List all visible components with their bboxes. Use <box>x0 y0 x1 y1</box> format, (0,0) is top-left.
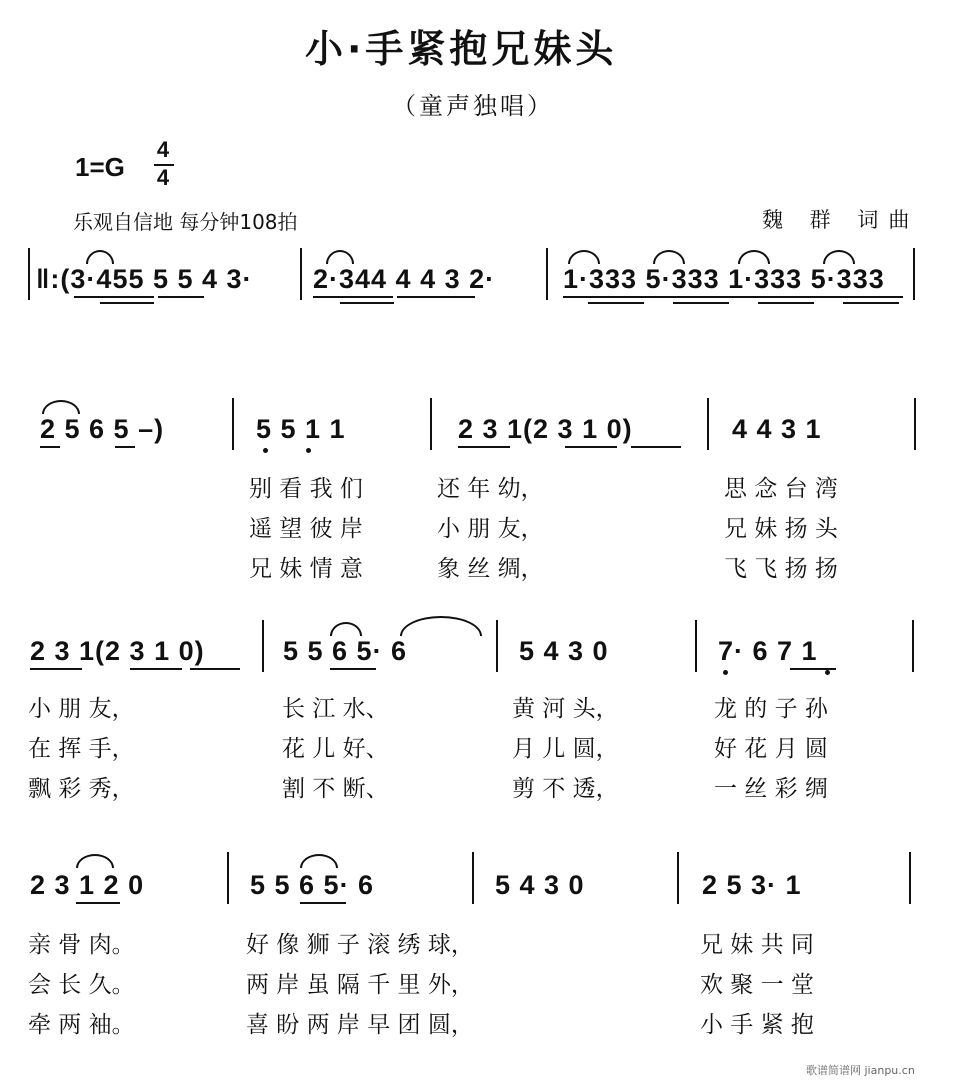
slur <box>330 622 362 636</box>
lyric-line: 割 不 断、 <box>282 776 389 802</box>
lyric-line: 会 长 久。 <box>28 972 135 998</box>
lyric-line: 小 朋 友， <box>437 516 544 542</box>
lyric-line: 长 江 水、 <box>282 696 389 722</box>
measure-14: 5 4 3 0 <box>495 870 585 900</box>
slur <box>42 400 80 414</box>
lyric-line: 好 像 狮 子 滚 绣 球， <box>246 932 474 958</box>
lyric-line: 小 朋 友， <box>28 696 135 722</box>
slur <box>76 854 114 868</box>
measure-8: 2 3 1(2 3 1 0) <box>30 636 205 666</box>
lyric-line: 龙 的 子 孙 <box>714 696 828 722</box>
measure-15: 2 5 3· 1 <box>702 870 802 900</box>
lyric-line: 遥 望 彼 岸 <box>249 516 363 542</box>
time-signature-top: 4 <box>156 137 170 162</box>
lyric-line: 兄 妹 情 意 <box>249 556 363 582</box>
measure-7: 4 4 3 1 <box>732 414 822 444</box>
watermark: 歌谱简谱网 jianpu.cn <box>806 1064 915 1077</box>
measure-2: 2·344 4 4 3 2· <box>313 264 496 294</box>
lyric-line: 还 年 幼， <box>437 476 544 502</box>
measure-1: ‖:(3·455 5 5 4 3· <box>36 264 253 294</box>
author-credit: 魏 群 词曲 <box>762 208 920 232</box>
lyric-line: 思 念 台 湾 <box>724 476 838 502</box>
lyric-line: 剪 不 透， <box>512 776 619 802</box>
measure-13: 5 5 6 5· 6 <box>250 870 375 900</box>
measure-3: 1·333 5·333 1·333 5·333 <box>563 264 885 294</box>
lyric-line: 飞 飞 扬 扬 <box>724 556 838 582</box>
lyric-line: 兄 妹 扬 头 <box>724 516 838 542</box>
lyric-line: 喜 盼 两 岸 早 团 圆， <box>246 1012 474 1038</box>
lyric-line: 亲 骨 肉。 <box>28 932 135 958</box>
slur <box>300 854 338 868</box>
measure-10: 5 4 3 0 <box>519 636 609 666</box>
lyric-line: 两 岸 虽 隔 千 里 外， <box>246 972 474 998</box>
slur <box>738 250 770 264</box>
measure-12: 2 3 1 2 0 <box>30 870 145 900</box>
lyric-line: 飘 彩 秀， <box>28 776 135 802</box>
lyric-line: 兄 妹 共 同 <box>700 932 814 958</box>
subtitle: （童声独唱） <box>392 92 554 120</box>
slur <box>86 250 114 264</box>
key-signature: 1=G <box>75 152 125 182</box>
lyric-line: 牵 两 袖。 <box>28 1012 135 1038</box>
slur <box>823 250 855 264</box>
measure-5: 5 5 1 1 <box>256 414 346 444</box>
lyric-line: 欢 聚 一 堂 <box>700 972 814 998</box>
lyric-line: 在 挥 手， <box>28 736 135 762</box>
measure-11: 7· 6 7 1 <box>718 636 818 666</box>
slur <box>653 250 685 264</box>
tempo-marking: 乐观自信地 每分钟108拍 <box>73 210 298 234</box>
slur <box>326 250 354 264</box>
lyric-line: 一 丝 彩 绸 <box>714 776 828 802</box>
measure-9: 5 5 6 5· 6 <box>283 636 408 666</box>
measure-6: 2 3 1(2 3 1 0) <box>458 414 633 444</box>
slur <box>568 250 600 264</box>
lyric-line: 黄 河 头， <box>512 696 619 722</box>
lyric-line: 别 看 我 们 <box>249 476 363 502</box>
time-signature-bottom: 4 <box>156 165 170 190</box>
slur <box>400 616 482 636</box>
lyric-line: 花 儿 好、 <box>282 736 389 762</box>
lyric-line: 象 丝 绸， <box>437 556 544 582</box>
page-title: 小·手紧抱兄妹头 <box>305 27 618 71</box>
lyric-line: 好 花 月 圆 <box>714 736 828 762</box>
lyric-line: 月 儿 圆， <box>512 736 619 762</box>
measure-4: 2 5 6 5 –) <box>40 414 165 444</box>
lyric-line: 小 手 紧 抱 <box>700 1012 814 1038</box>
